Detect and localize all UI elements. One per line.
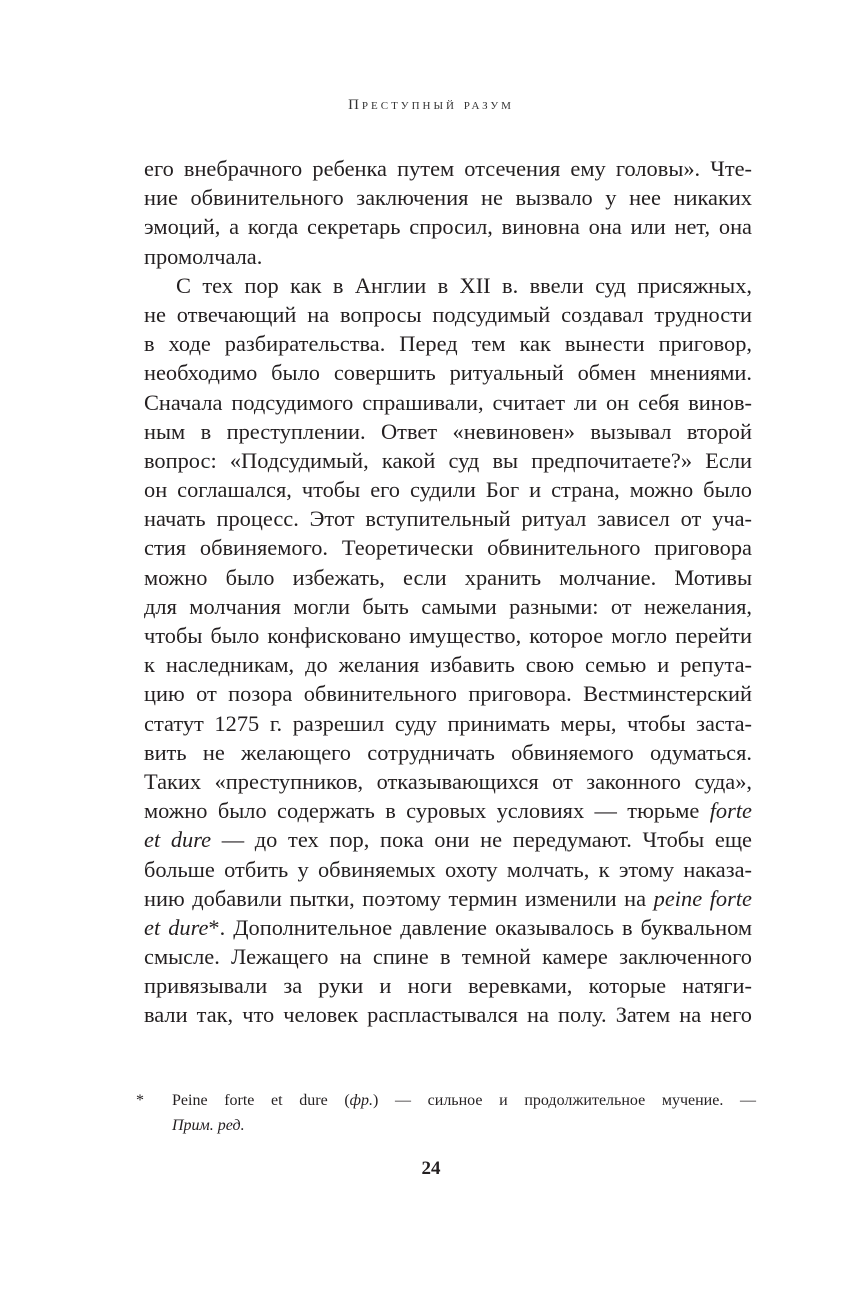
text-line: начать процесс. Этот вступительный ритуал зависел от уча- [144, 506, 752, 532]
text-line: С тех пор как в Англии в XII в. ввели суд присяжных, [176, 272, 752, 298]
body-text [144, 154, 752, 1030]
text-line: для молчания могли быть самыми разными: от нежелания, [144, 593, 752, 619]
text-line: можно было избежать, если хранить молчание. Мотивы [144, 564, 752, 590]
text-line: необходимо было совершить ритуальный обмен мнениями. [144, 360, 752, 386]
text-line: вопрос: «Подсудимый, какой суд вы предпочитаете?» Если [144, 447, 752, 473]
text-line: статут 1275 г. разрешил суду принимать меры, чтобы застa- [144, 710, 752, 736]
italic-term: et dure [144, 827, 212, 853]
text-fragment: можно было содержать в суровых условиях — тюрьме [144, 798, 710, 824]
text-line: чтобы было конфисковано имущество, которое могло перейти [144, 623, 752, 648]
text-line: не отвечающий на вопросы подсудимый создавал трудности [144, 301, 752, 327]
italic-term: forte [709, 798, 752, 824]
running-head: Преступный разум [348, 97, 514, 113]
text-line [144, 884, 752, 913]
text-line: цию от позора обвинительного приговора. Вестминстерский [144, 681, 752, 707]
footnote-term: Peine forte et dure ( [172, 1092, 350, 1109]
text-line: больше отбить у обвиняемых охоту молчать, к этому наказа- [144, 856, 752, 882]
text-line: в ходе разбирательства. Перед тем как вынести приговор, [144, 331, 752, 357]
footnote-marker: * [136, 1092, 144, 1109]
footnote-definition: ) — сильное и продолжительное мучение. — [373, 1092, 757, 1109]
text-line: вить не желающего сотрудничать обвиняемого одуматься. [144, 739, 752, 765]
text-line: его внебрачного ребенка путем отсечения ему головы». Чте- [144, 156, 752, 181]
page-number: 24 [421, 1158, 441, 1179]
footnote-editor-note: Прим. ред. [172, 1117, 245, 1134]
text-fragment: *. Дополнительное давление оказывалось в буквальном [208, 914, 753, 940]
text-line: Таких «преступников, отказывающихся от законного суда», [144, 768, 752, 794]
text-line: вали так, что человек распластывался на полу. Затем на него [144, 1002, 752, 1028]
text-fragment: — до тех пор, пока они не передумают. Чтобы еще [211, 827, 752, 853]
text-line [144, 913, 752, 942]
text-line: Сначала подсудимого спрашивали, считает ли он себя винов- [144, 389, 752, 415]
text-fragment: нию добавили пытки, поэтому термин изменили на [144, 885, 654, 911]
text-line: к наследникам, до желания избавить свою семью и репута- [144, 652, 752, 678]
text-line: стия обвиняемого. Теоретически обвинительного приговора [144, 535, 752, 561]
footnote-line [172, 1113, 756, 1138]
text-line: он соглашался, чтобы его судили Бог и страна, можно было [144, 477, 752, 503]
text-line: эмоций, а когда секретарь спросил, виновна она или нет, она [144, 214, 752, 240]
text-line: промолчала. [144, 243, 263, 269]
footnote-line [172, 1088, 756, 1113]
text-line: ние обвинительного заключения не вызвало у нее никаких [144, 185, 752, 211]
text-line [144, 825, 752, 854]
italic-term: peine forte [653, 885, 752, 911]
text-line [144, 796, 752, 825]
footnote-language: фр. [349, 1092, 374, 1109]
footnote-body [172, 1088, 756, 1138]
text-line: привязывали за руки и ноги веревками, которые натяги- [144, 973, 752, 999]
text-line: ным в преступлении. Ответ «невиновен» вызывал второй [144, 418, 752, 444]
text-line: смысле. Лежащего на спине в темной камере заключенного [144, 944, 752, 970]
italic-term: et dure [144, 914, 209, 940]
footnote [136, 1088, 756, 1138]
